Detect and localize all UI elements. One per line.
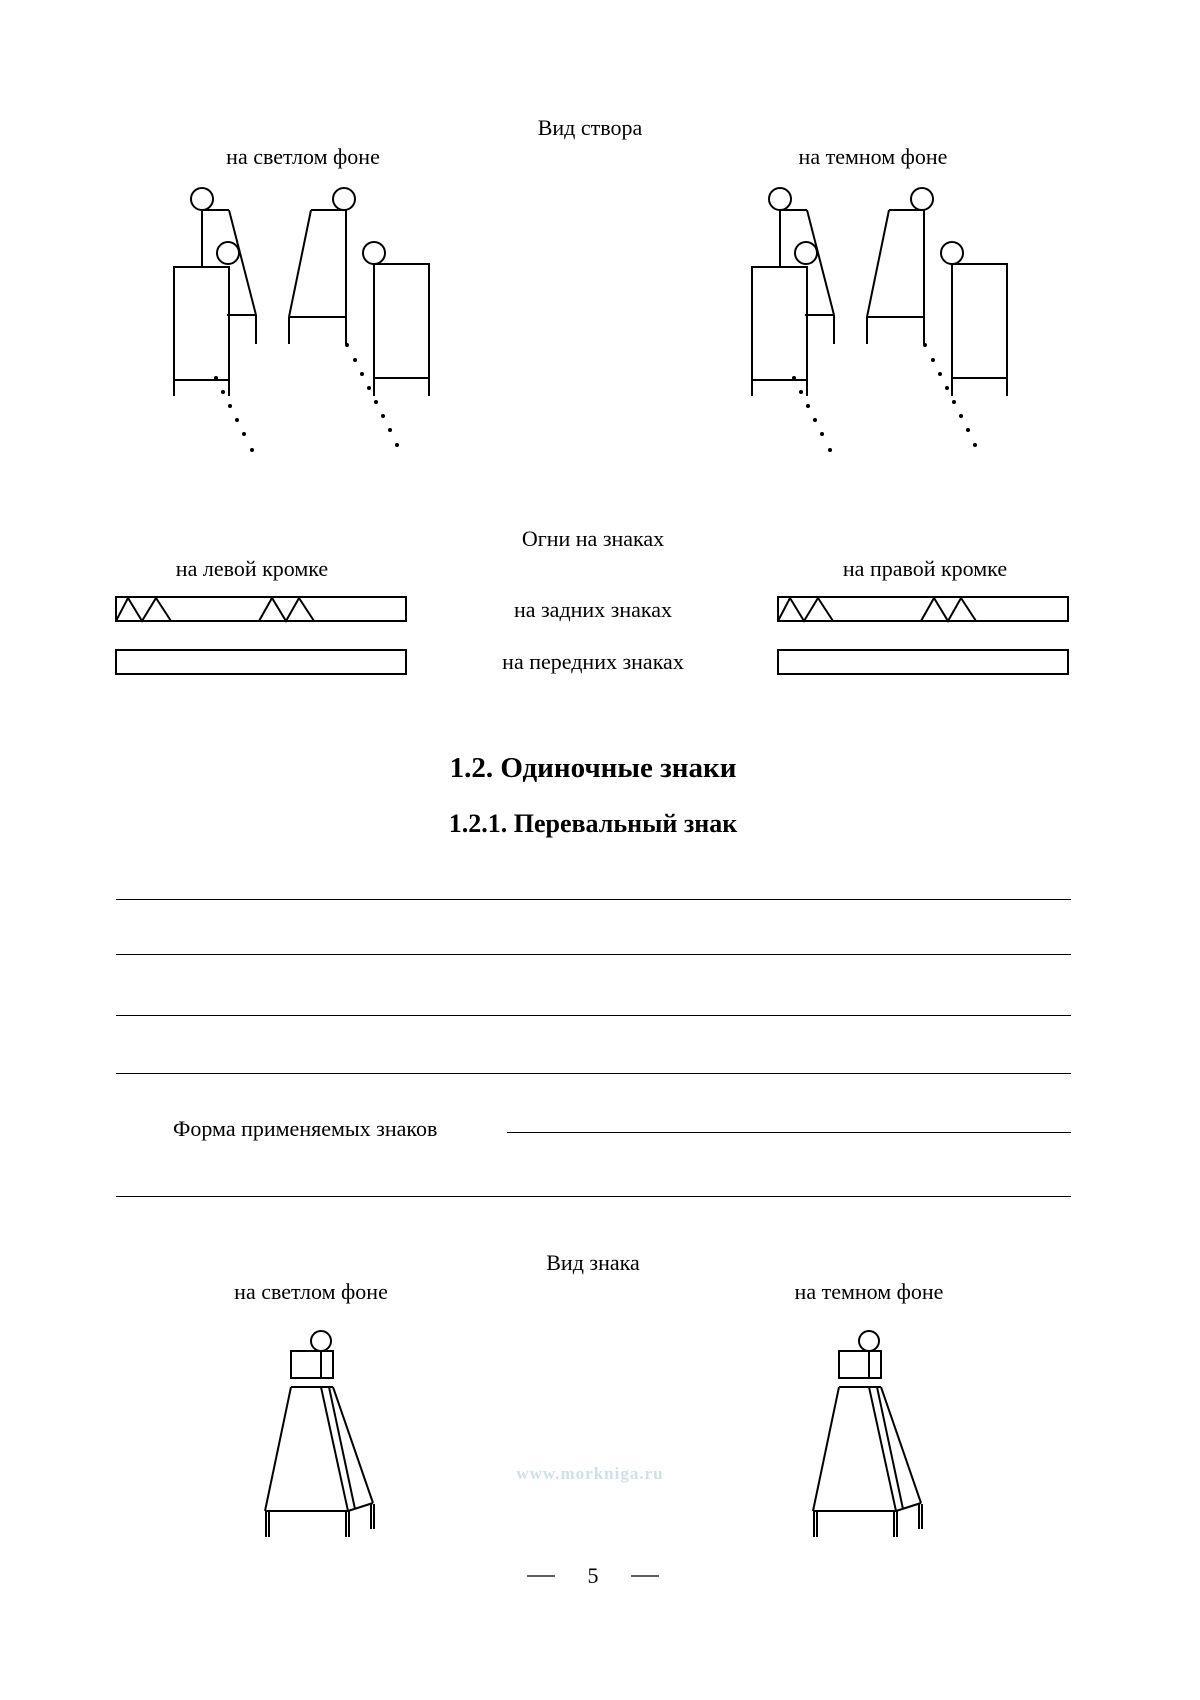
range-view-dark-label: на темном фоне	[798, 144, 948, 169]
right-rear-light-bar-icon	[778, 597, 1068, 621]
page-number: 5	[587, 1563, 599, 1588]
lights-title: Огни на знаках	[521, 526, 665, 551]
sign-view-dark-label: на темном фоне	[794, 1279, 944, 1304]
section-subheading: 1.2.1. Перевальный знак	[448, 809, 738, 838]
blank-line	[116, 1196, 1071, 1197]
left-edge-label: на левой кромке	[175, 556, 329, 581]
blank-line	[116, 1015, 1071, 1016]
blank-line	[116, 954, 1071, 955]
blank-line	[116, 899, 1071, 900]
sign-view-title: Вид знака	[546, 1250, 640, 1275]
watermark: www.morkniga.ru	[516, 1464, 664, 1483]
front-signs-label: на передних знаках	[502, 649, 684, 674]
crossing-sign-dark-icon	[813, 1331, 922, 1537]
range-sign-light-icon	[174, 188, 429, 452]
right-front-light-bar-icon	[778, 650, 1068, 674]
left-front-light-bar-icon	[116, 650, 406, 674]
blank-line	[116, 1073, 1071, 1074]
rear-signs-label: на задних знаках	[513, 597, 673, 622]
sign-view-light-label: на светлом фоне	[234, 1279, 388, 1304]
range-view-title: Вид створа	[537, 115, 643, 140]
range-sign-dark-icon	[752, 188, 1007, 452]
section-heading: 1.2. Одиночные знаки	[449, 752, 737, 784]
left-rear-light-bar-icon	[116, 597, 406, 621]
crossing-sign-light-icon	[265, 1331, 374, 1537]
form-shape-label: Форма применяемых знаков	[173, 1116, 438, 1141]
right-edge-label: на правой кромке	[842, 556, 1008, 581]
range-view-light-label: на светлом фоне	[226, 144, 380, 169]
form-shape-fill-line	[507, 1132, 1071, 1133]
